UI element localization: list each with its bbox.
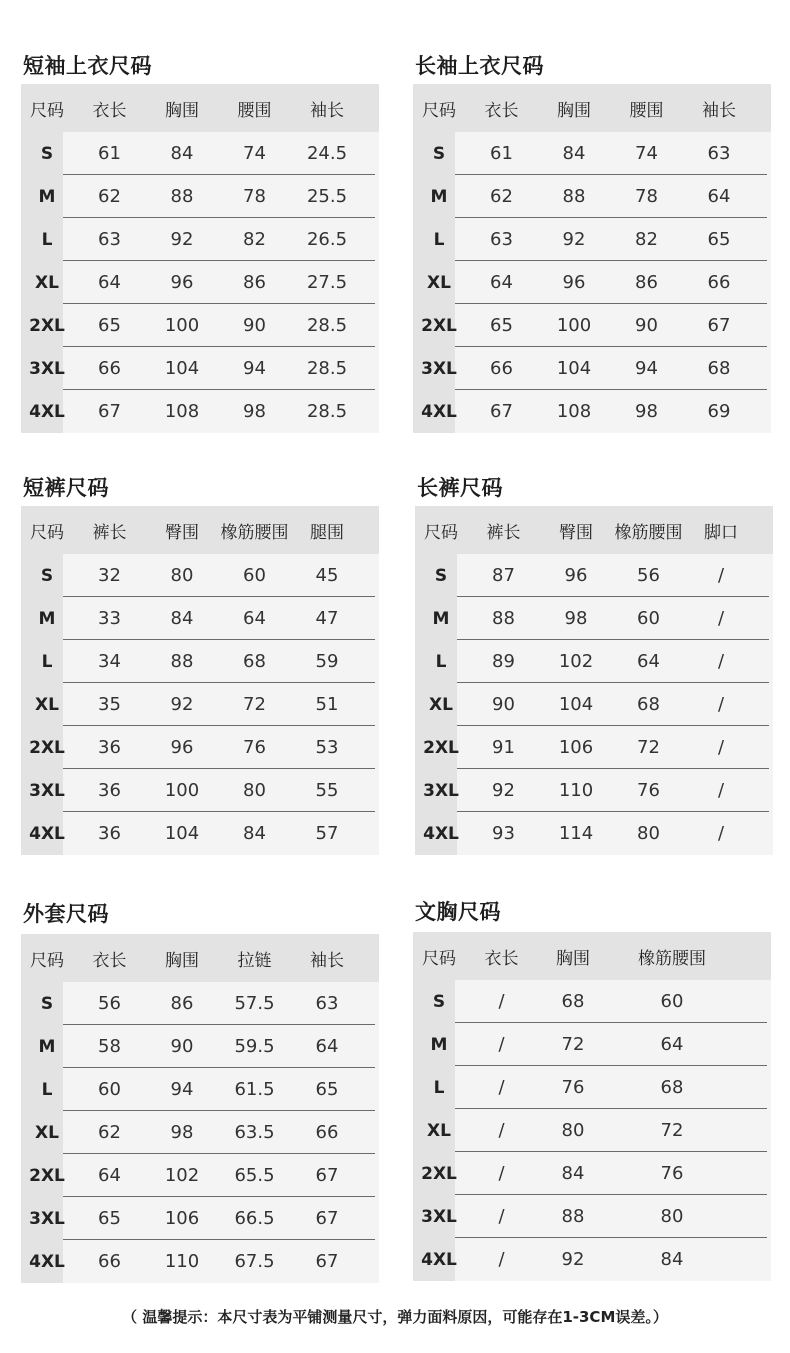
table-cell: 63 xyxy=(315,993,339,1014)
table-cell: / xyxy=(717,737,725,758)
size-label: L xyxy=(41,651,53,672)
header-cell: 袖长 xyxy=(310,100,344,121)
table-cell: 65 xyxy=(98,1208,121,1229)
table-cell: 53 xyxy=(315,737,339,758)
table-cell: 93 xyxy=(492,823,515,844)
size-label: M xyxy=(432,608,450,629)
table-header xyxy=(21,84,379,132)
table-cell: 98 xyxy=(170,1122,194,1143)
table-cell: 60 xyxy=(98,1079,121,1100)
size-label: XL xyxy=(427,272,451,293)
size-label: 4XL xyxy=(423,823,459,844)
table-cell: 78 xyxy=(243,186,266,207)
size-label: XL xyxy=(429,694,453,715)
table-row xyxy=(413,1109,771,1152)
header-size: 尺码 xyxy=(30,950,64,971)
table-cell: 94 xyxy=(170,1079,194,1100)
header-cell: 衣长 xyxy=(484,100,519,121)
table-cell: 36 xyxy=(98,780,121,801)
table-cell: 56 xyxy=(98,993,121,1014)
header-size: 尺码 xyxy=(424,522,458,543)
table-cell: 76 xyxy=(243,737,266,758)
table-cell: 102 xyxy=(164,1165,200,1186)
size-label: 3XL xyxy=(29,1208,65,1229)
header-cell: 袖长 xyxy=(702,100,736,121)
table-cell: 60 xyxy=(660,991,684,1012)
table-cell: 88 xyxy=(170,651,194,672)
header-cell: 衣长 xyxy=(484,948,519,969)
table-row xyxy=(21,1197,379,1240)
table-cell: 24.5 xyxy=(306,143,348,164)
table-cell: 64 xyxy=(707,186,731,207)
table-cell: 65 xyxy=(315,1079,339,1100)
size-table xyxy=(415,506,773,855)
size-label: 2XL xyxy=(423,737,459,758)
table-row xyxy=(413,261,771,304)
header-size: 尺码 xyxy=(422,948,456,969)
table-row xyxy=(21,175,379,218)
size-label: 2XL xyxy=(29,315,65,336)
table-cell: 80 xyxy=(561,1120,585,1141)
table-cell: 72 xyxy=(660,1120,684,1141)
table-cell: / xyxy=(498,1120,505,1141)
table-cell: / xyxy=(717,651,725,672)
table-row xyxy=(415,812,773,855)
table-cell: 96 xyxy=(170,737,194,758)
table-cell: 65 xyxy=(707,229,731,250)
table-row xyxy=(21,640,379,683)
table-cell: 64 xyxy=(315,1036,339,1057)
table-header xyxy=(413,932,771,980)
table-cell: 36 xyxy=(98,823,121,844)
table-cell: 67 xyxy=(490,401,513,422)
header-cell: 衣长 xyxy=(92,950,127,971)
table-cell: 89 xyxy=(492,651,515,672)
table-row xyxy=(415,769,773,812)
table-cell: / xyxy=(717,565,725,586)
table-cell: 34 xyxy=(98,651,121,672)
header-cell: 裤长 xyxy=(486,522,521,543)
table-cell: 106 xyxy=(164,1208,200,1229)
table-cell: 64 xyxy=(98,272,121,293)
table-row xyxy=(21,304,379,347)
table-cell: 84 xyxy=(660,1249,684,1270)
table-cell: 62 xyxy=(490,186,513,207)
table-cell: 66 xyxy=(707,272,731,293)
table-cell: 104 xyxy=(164,358,200,379)
header-cell: 臀围 xyxy=(559,522,593,543)
table-cell: 104 xyxy=(556,358,592,379)
size-label: L xyxy=(433,229,445,250)
table-cell: 62 xyxy=(98,1122,121,1143)
table-row xyxy=(413,1023,771,1066)
table-row xyxy=(21,554,379,597)
table-header xyxy=(21,934,379,982)
size-table xyxy=(21,506,379,855)
table-cell: 90 xyxy=(243,315,266,336)
size-label: M xyxy=(430,1034,448,1055)
table-cell: / xyxy=(498,1034,505,1055)
table-cell: 92 xyxy=(561,1249,585,1270)
header-cell: 脚口 xyxy=(704,522,738,543)
footnote: （ 温馨提示：本尺寸表为平铺测量尺寸，弹力面料原因，可能存在1-3CM误差。） xyxy=(122,1308,668,1326)
table-cell: 60 xyxy=(637,608,660,629)
size-label: 4XL xyxy=(421,401,457,422)
table-cell: 61.5 xyxy=(234,1079,275,1100)
table-cell: 110 xyxy=(164,1251,200,1272)
size-label: M xyxy=(38,186,56,207)
size-label: XL xyxy=(35,272,59,293)
size-label: 3XL xyxy=(423,780,459,801)
header-size: 尺码 xyxy=(422,100,456,121)
table-row xyxy=(413,1066,771,1109)
size-label: 3XL xyxy=(29,780,65,801)
table-cell: 90 xyxy=(170,1036,194,1057)
size-label: 3XL xyxy=(421,1206,457,1227)
table-cell: 80 xyxy=(637,823,660,844)
size-label: 2XL xyxy=(421,315,457,336)
table-row xyxy=(21,683,379,726)
table-cell: 25.5 xyxy=(306,186,348,207)
table-header xyxy=(415,506,773,554)
table-row xyxy=(415,554,773,597)
table-cell: 88 xyxy=(562,186,586,207)
table-row xyxy=(415,683,773,726)
table-row xyxy=(413,390,771,433)
table-cell: 59.5 xyxy=(234,1036,275,1057)
table-cell: 64 xyxy=(98,1165,121,1186)
table-row xyxy=(415,640,773,683)
table-cell: 28.5 xyxy=(306,401,348,422)
size-label: M xyxy=(38,1036,56,1057)
size-label: 2XL xyxy=(29,1165,65,1186)
table-cell: 72 xyxy=(243,694,266,715)
table-cell: 98 xyxy=(635,401,658,422)
table-cell: 104 xyxy=(164,823,200,844)
header-cell: 胸围 xyxy=(165,100,199,121)
table-row xyxy=(21,1025,379,1068)
table-cell: 61 xyxy=(490,143,513,164)
table-cell: 96 xyxy=(170,272,194,293)
table-cell: 67 xyxy=(98,401,121,422)
size-label: XL xyxy=(35,694,59,715)
table-cell: 80 xyxy=(660,1206,684,1227)
table-cell: 67 xyxy=(315,1208,339,1229)
table-cell: 55 xyxy=(315,780,339,801)
table-cell: 45 xyxy=(315,565,339,586)
size-table xyxy=(413,932,771,1281)
table-cell: / xyxy=(717,694,725,715)
table-cell: 68 xyxy=(637,694,660,715)
table-cell: 98 xyxy=(243,401,266,422)
table-cell: 92 xyxy=(562,229,586,250)
table-cell: 92 xyxy=(492,780,515,801)
table-row xyxy=(21,769,379,812)
table-cell: 67 xyxy=(315,1251,339,1272)
table-cell: 65 xyxy=(490,315,513,336)
table-cell: 88 xyxy=(170,186,194,207)
table-cell: 66 xyxy=(315,1122,339,1143)
table-cell: 64 xyxy=(243,608,266,629)
table-header xyxy=(21,506,379,554)
table-body xyxy=(413,980,771,1281)
table-cell: 57.5 xyxy=(234,993,275,1014)
table-row xyxy=(21,1154,379,1197)
size-label: S xyxy=(40,565,54,586)
table-cell: 74 xyxy=(243,143,266,164)
table-cell: / xyxy=(717,608,725,629)
table-cell: 35 xyxy=(98,694,121,715)
table-cell: 63 xyxy=(490,229,513,250)
table-cell: 67 xyxy=(707,315,731,336)
header-cell: 裤长 xyxy=(92,522,127,543)
table-cell: 60 xyxy=(243,565,266,586)
table-row xyxy=(413,304,771,347)
size-label: 3XL xyxy=(29,358,65,379)
table-cell: 86 xyxy=(635,272,658,293)
table-body xyxy=(21,132,379,433)
header-cell: 胸围 xyxy=(165,950,199,971)
table-cell: 76 xyxy=(561,1077,585,1098)
table-row xyxy=(415,726,773,769)
table-cell: 76 xyxy=(637,780,660,801)
table-cell: 63 xyxy=(707,143,731,164)
table-cell: 68 xyxy=(707,358,731,379)
table-cell: / xyxy=(498,1206,505,1227)
table-header xyxy=(413,84,771,132)
header-cell: 拉链 xyxy=(237,950,272,971)
size-label: 2XL xyxy=(29,737,65,758)
table-cell: 68 xyxy=(660,1077,684,1098)
table-cell: 74 xyxy=(635,143,658,164)
table-cell: 59 xyxy=(315,651,339,672)
header-size: 尺码 xyxy=(30,522,64,543)
table-cell: / xyxy=(498,1077,505,1098)
table-row xyxy=(21,1111,379,1154)
table-cell: 61 xyxy=(98,143,121,164)
table-cell: 114 xyxy=(558,823,594,844)
header-cell: 袖长 xyxy=(310,950,344,971)
table-row xyxy=(21,261,379,304)
table-cell: 69 xyxy=(707,401,731,422)
table-cell: 33 xyxy=(98,608,121,629)
table-cell: / xyxy=(717,823,725,844)
section-title: 文胸尺码 xyxy=(415,900,501,924)
table-cell: 100 xyxy=(164,315,200,336)
size-label: S xyxy=(40,993,54,1014)
table-cell: 110 xyxy=(558,780,594,801)
table-cell: 66 xyxy=(98,1251,121,1272)
table-row xyxy=(413,347,771,390)
size-label: L xyxy=(41,229,53,250)
table-cell: 68 xyxy=(561,991,585,1012)
table-cell: 88 xyxy=(561,1206,585,1227)
table-cell: / xyxy=(717,780,725,801)
table-cell: 100 xyxy=(556,315,592,336)
table-cell: 67 xyxy=(315,1165,339,1186)
header-cell: 腿围 xyxy=(310,522,344,543)
table-row xyxy=(413,1195,771,1238)
table-cell: 72 xyxy=(561,1034,585,1055)
table-row xyxy=(21,812,379,855)
table-cell: 62 xyxy=(98,186,121,207)
table-cell: 98 xyxy=(564,608,588,629)
table-cell: 47 xyxy=(315,608,339,629)
table-cell: 86 xyxy=(243,272,266,293)
table-cell: 84 xyxy=(243,823,266,844)
size-label: XL xyxy=(427,1120,451,1141)
table-cell: 104 xyxy=(558,694,594,715)
size-label: 4XL xyxy=(421,1249,457,1270)
table-row xyxy=(21,726,379,769)
table-cell: 64 xyxy=(637,651,660,672)
section-title: 短袖上衣尺码 xyxy=(23,54,152,78)
table-cell: 84 xyxy=(170,143,194,164)
table-row xyxy=(21,347,379,390)
size-label: S xyxy=(434,565,448,586)
header-cell: 胸围 xyxy=(556,948,590,969)
table-cell: 87 xyxy=(492,565,515,586)
table-row xyxy=(21,218,379,261)
header-size: 尺码 xyxy=(30,100,64,121)
table-row xyxy=(413,980,771,1023)
table-cell: 88 xyxy=(492,608,515,629)
table-row xyxy=(21,132,379,175)
table-cell: 80 xyxy=(170,565,194,586)
size-label: M xyxy=(430,186,448,207)
table-cell: / xyxy=(498,1249,505,1270)
table-row xyxy=(415,597,773,640)
table-cell: 64 xyxy=(490,272,513,293)
size-table xyxy=(21,934,379,1283)
size-label: L xyxy=(433,1077,445,1098)
section-title: 长袖上衣尺码 xyxy=(415,54,544,78)
table-cell: 96 xyxy=(564,565,588,586)
table-cell: 72 xyxy=(637,737,660,758)
table-cell: 63.5 xyxy=(234,1122,275,1143)
size-table xyxy=(413,84,771,433)
table-cell: 106 xyxy=(558,737,594,758)
table-cell: 64 xyxy=(660,1034,684,1055)
table-cell: 82 xyxy=(243,229,266,250)
table-cell: 96 xyxy=(562,272,586,293)
table-cell: 94 xyxy=(635,358,658,379)
table-body xyxy=(21,982,379,1283)
table-body xyxy=(21,554,379,855)
header-cell: 橡筋腰围 xyxy=(638,948,706,969)
size-label: L xyxy=(435,651,447,672)
table-cell: 66 xyxy=(98,358,121,379)
section-title: 长裤尺码 xyxy=(417,476,503,500)
table-row xyxy=(413,1238,771,1281)
header-cell: 橡筋腰围 xyxy=(614,522,683,543)
table-cell: 58 xyxy=(98,1036,121,1057)
table-cell: 84 xyxy=(170,608,194,629)
table-row xyxy=(413,218,771,261)
table-cell: 27.5 xyxy=(306,272,348,293)
size-label: S xyxy=(432,991,446,1012)
table-cell: 92 xyxy=(170,229,194,250)
size-label: 3XL xyxy=(421,358,457,379)
section-title: 短裤尺码 xyxy=(23,476,109,500)
table-cell: 65.5 xyxy=(234,1165,275,1186)
table-cell: 28.5 xyxy=(306,358,348,379)
size-label: S xyxy=(432,143,446,164)
section-title: 外套尺码 xyxy=(23,902,109,926)
header-cell: 腰围 xyxy=(629,100,664,121)
table-cell: 86 xyxy=(170,993,194,1014)
table-cell: 100 xyxy=(164,780,200,801)
table-cell: 108 xyxy=(556,401,592,422)
table-cell: 63 xyxy=(98,229,121,250)
table-row xyxy=(21,1068,379,1111)
table-cell: 56 xyxy=(637,565,660,586)
table-cell: 76 xyxy=(660,1163,684,1184)
table-cell: 80 xyxy=(243,780,266,801)
table-cell: 90 xyxy=(635,315,658,336)
table-body xyxy=(415,554,773,855)
table-row xyxy=(21,597,379,640)
table-cell: / xyxy=(498,1163,505,1184)
size-label: S xyxy=(40,143,54,164)
table-cell: 67.5 xyxy=(234,1251,275,1272)
size-table xyxy=(21,84,379,433)
table-cell: 84 xyxy=(562,143,586,164)
table-row xyxy=(21,1240,379,1283)
table-cell: 92 xyxy=(170,694,194,715)
table-cell: 90 xyxy=(492,694,515,715)
size-label: M xyxy=(38,608,56,629)
table-cell: 102 xyxy=(558,651,594,672)
table-cell: / xyxy=(498,991,505,1012)
table-cell: 36 xyxy=(98,737,121,758)
table-cell: 51 xyxy=(315,694,339,715)
size-label: 2XL xyxy=(421,1163,457,1184)
table-row xyxy=(413,175,771,218)
table-row xyxy=(21,390,379,433)
size-label: L xyxy=(41,1079,53,1100)
table-cell: 57 xyxy=(315,823,339,844)
header-cell: 臀围 xyxy=(165,522,199,543)
table-cell: 66.5 xyxy=(234,1208,275,1229)
table-cell: 82 xyxy=(635,229,658,250)
size-label: 4XL xyxy=(29,823,65,844)
table-cell: 28.5 xyxy=(306,315,348,336)
table-cell: 84 xyxy=(561,1163,585,1184)
header-cell: 衣长 xyxy=(92,100,127,121)
table-cell: 78 xyxy=(635,186,658,207)
table-row xyxy=(21,982,379,1025)
table-cell: 66 xyxy=(490,358,513,379)
table-cell: 68 xyxy=(243,651,266,672)
size-label: 4XL xyxy=(29,401,65,422)
table-body xyxy=(413,132,771,433)
table-cell: 32 xyxy=(98,565,121,586)
table-cell: 94 xyxy=(243,358,266,379)
header-cell: 腰围 xyxy=(237,100,272,121)
header-cell: 橡筋腰围 xyxy=(220,522,289,543)
size-label: XL xyxy=(35,1122,59,1143)
table-row xyxy=(413,132,771,175)
table-row xyxy=(413,1152,771,1195)
table-cell: 65 xyxy=(98,315,121,336)
table-cell: 108 xyxy=(164,401,200,422)
table-cell: 26.5 xyxy=(306,229,348,250)
header-cell: 胸围 xyxy=(557,100,591,121)
table-cell: 91 xyxy=(492,737,515,758)
size-label: 4XL xyxy=(29,1251,65,1272)
